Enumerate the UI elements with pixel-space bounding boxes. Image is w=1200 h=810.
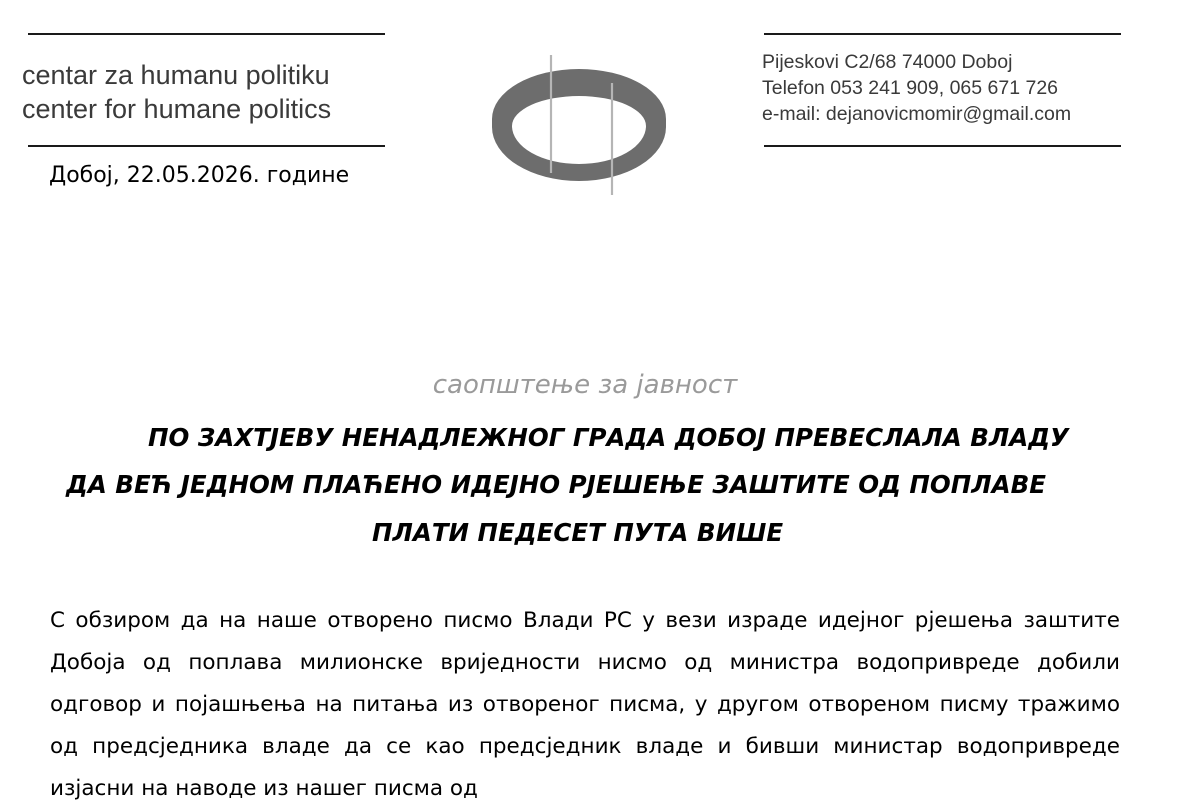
top-right-rule	[764, 33, 1121, 35]
organization-logo	[488, 55, 678, 202]
organization-name	[22, 58, 331, 126]
document-date: Добој, 22.05.2026. године	[49, 163, 350, 188]
address-line: Pijeskovi C2/68 74000 Doboj	[762, 51, 1013, 73]
document-subtitle: саопштење за јавност	[432, 370, 738, 400]
headline-line-1: ПО ЗАХТЈЕВУ НЕНАДЛЕЖНОГ ГРАДА ДОБОЈ ПРЕВЕСЛАЛА ВЛАДУ	[148, 423, 1069, 452]
org-name-english: center for humane politics	[22, 94, 332, 124]
body-paragraph: С обзиром да на наше отворено писмо Влади РС у вези израде идејног рјешења заштите Добоја од поплава милионске вриједности нисмо од министра водопривреде добили одговор и појашњења на питања из отвореног писма, у другом отвореном писму тражимо од предсједника владе да се као предсједник владе и бивши министар водопривреде изјасни на наводе из нашег писма од	[50, 608, 1120, 801]
logo-arc	[492, 69, 666, 181]
phone-line: Telefon 053 241 909, 065 671 726	[762, 77, 1059, 99]
top-left-rule	[28, 33, 385, 35]
bottom-right-rule	[764, 145, 1121, 147]
contact-info	[762, 49, 1071, 127]
bottom-left-rule	[28, 145, 385, 147]
org-name-local: centar za humanu politiku	[22, 60, 330, 90]
email-line: e-mail: dejanovicmomir@gmail.com	[762, 103, 1072, 125]
headline-line-3: ПЛАТИ ПЕДЕСЕТ ПУТА ВИШЕ	[372, 518, 784, 547]
headline-line-2: ДА ВЕЋ ЈЕДНОМ ПЛАЋЕНО ИДЕЈНО РЈЕШЕЊЕ ЗАШТИТЕ ОД ПОПЛАВЕ	[66, 470, 1046, 499]
